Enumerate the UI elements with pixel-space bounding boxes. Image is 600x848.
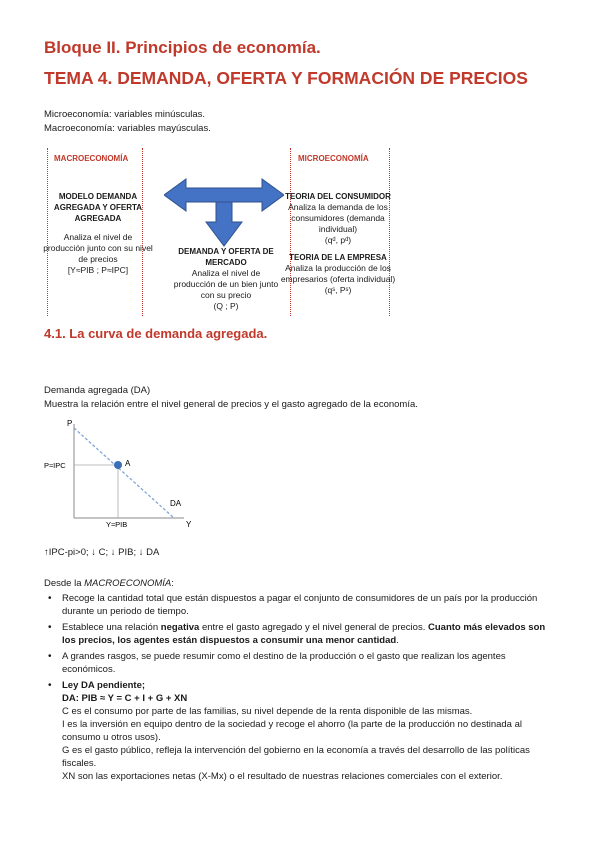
macro-note: Macroeconomía: variables mayúsculas. [44,123,211,134]
x-tick-label: Y≈PIB [106,520,128,529]
bullet-negative-end: . [396,635,399,646]
macro-intro [44,577,174,590]
da-consumption: C es el consumo por parte de las familias, su nivel depende de la renta disponible de las mismas. [62,706,473,717]
market-vars: (Q ; P) [213,301,239,311]
micro-block [278,191,398,296]
bullet-destination-text: A grandes rasgos, se puede resumir como el destino de la producción o el gasto que realizan los agentes económicos. [62,651,506,675]
bullet-negative-bold: negativa [160,622,200,633]
market-block [172,246,280,312]
bullet-negative-mid: entre el gasto agregado y el nivel general de precios. [199,622,428,633]
firm-theory-title: TEORIA DE LA EMPRESA [289,253,387,262]
equilibrium-point-a [114,461,122,469]
da-formula: DA: PIB ≈ Y = C + I + G + XN [62,693,188,704]
market-text: Analiza el nivel de producción de un bien junto con su precio [173,268,279,300]
consumer-theory-text: Analiza la demanda de los consumidores (demanda individual) [288,202,388,234]
demand-graph [44,414,204,534]
relation-line: ↑IPC-pi>0; ↓ C; ↓ PIB; ↓ DA [44,547,160,558]
x-axis-label: Y [186,520,192,529]
y-axis-label: P [67,419,73,428]
block-title: Bloque II. Principios de economía. [44,38,321,57]
y-tick-label: P≈IPC [44,461,66,470]
bullet-destination [44,650,554,676]
section-title: 4.1. La curva de demanda agregada. [44,326,268,341]
bullet-negative-relation [44,621,554,647]
macro-intro-italic: MACROECONOMÍA [84,578,172,589]
bullet-negative-emphasis: Cuanto más elevados son los precios, los agentes están dispuestos a consumir una menor cantidad [62,622,546,646]
micro-note: Microeconomía: variables minúsculas. [44,109,206,120]
macro-tag: MACROECONOMÍA [54,154,129,163]
da-investment: I es la inversión en equipo dentro de la sociedad y recoge el ahorro (la parte de la producción no destinada al consumo u otros usos). [62,719,522,743]
bullet-da-law [44,679,554,783]
bullet-section [44,592,554,786]
double-arrow-icon [164,176,284,248]
micro-tag: MICROECONOMÍA [298,154,369,163]
da-curve [74,428,174,518]
bullet-list [44,592,554,783]
macro-model-text: Analiza el nivel de producción junto con su nivel de precios [43,232,153,264]
macro-model-block [42,191,154,276]
macro-intro-suffix: : [171,578,174,589]
concept-diagram [44,148,554,318]
bullet-negative-pre: Establece una relación [62,622,161,633]
da-net-exports: XN son las exportaciones netas (X-Mx) o el resultado de nuestras relaciones comerciales con el exterior. [62,771,503,782]
curve-label: DA [170,499,182,508]
macro-intro-prefix: Desde la [44,578,85,589]
consumer-theory-vars: (qᵈ, pᵈ) [324,235,352,245]
bullet-total-spending-text: Recoge la cantidad total que están dispuestos a pagar el conjunto de consumidores de un país por la producción durante un periodo de tiempo. [62,593,538,617]
topic-title: TEMA 4. DEMANDA, OFERTA Y FORMACIÓN DE PRECIOS [44,68,528,88]
da-government: G es el gasto público, refleja la intervención del gobierno en la economía a través del desarrollo de las políticas fiscales. [62,745,530,769]
firm-theory-vars: (qˢ, Pˢ) [324,285,352,295]
macro-model-title: MODELO DEMANDA AGREGADA Y OFERTA AGREGADA [53,192,143,223]
market-title: DEMANDA Y OFERTA DE MERCADO [178,247,274,267]
da-law-title: • Ley DA pendiente; [62,680,146,691]
section-subtitle: Demanda agregada (DA) [44,385,151,396]
point-label: A [125,459,131,468]
consumer-theory-title: TEORIA DEL CONSUMIDOR [285,192,391,201]
firm-theory-text: Analiza la producción de los empresarios (oferta individual) [280,263,396,284]
section-definition: Muestra la relación entre el nivel general de precios y el gasto agregado de la economía. [44,399,418,410]
bullet-total-spending [44,592,554,618]
macro-model-vars: [Y≈PIB ; P≈IPC] [67,265,129,275]
